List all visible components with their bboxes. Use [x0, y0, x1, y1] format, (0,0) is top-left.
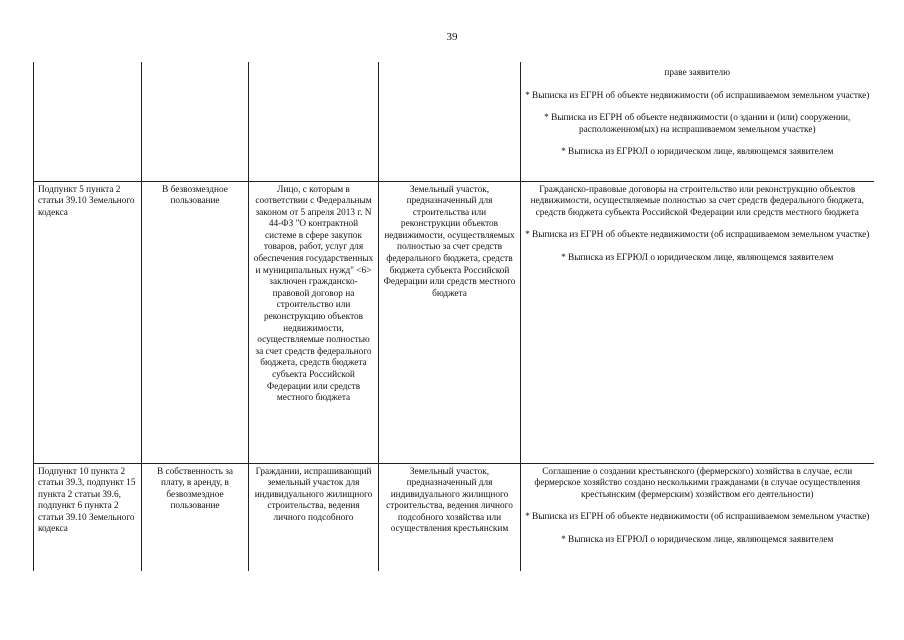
document-item: * Выписка из ЕГРН об объекте недвижимости (об испрашиваемом земельном участке)	[525, 230, 870, 241]
applicant-cell: Лицо, с которым в соответствии с Федеральным законом от 5 апреля 2013 г. N 44-ФЗ "О контрактной системе в сфере закупок товаров, работ, услуг для обеспечения государственных и муниципальных нужд" <6> заключен гражданско-правовой договор на строительство или реконструкцию объектов недвижимости, осуществляемые полностью за счет средств федерального бюджета, средств бюджета субъекта Российской Федерации или средств местного бюджета	[249, 181, 379, 463]
document-item: Гражданско-правовые договоры на строительство или реконструкцию объектов недвижимости, осуществляемые полностью за счет средств федерального бюджета, средств бюджета субъекта Российской Федерации или средств местного бюджета	[530, 184, 864, 218]
document-item: * Выписка из ЕГРЮЛ о юридическом лице, являющемся заявителем	[561, 147, 834, 158]
basis-cell	[34, 62, 142, 181]
page-number: 39	[446, 31, 458, 43]
right-type-cell: В безвозмездное пользование	[142, 181, 249, 463]
applicant-cell	[249, 62, 379, 181]
table-row	[34, 181, 874, 463]
document-item: Соглашение о создании крестьянского (фермерского) хозяйства в случае, если фермерское хозяйство создано несколькими гражданами (в случае осуществления крестьянским (фермерским) хозяйством его деятельности)	[534, 466, 861, 500]
documents-table	[33, 62, 874, 571]
right-type-cell: В собственность за плату, в аренду, в безвозмездное пользование	[142, 463, 249, 571]
applicant-cell: Граждании, испрашивающий земельный участок для индивидуального жилищного строительства, ведения личного подсобного	[249, 463, 379, 571]
land-plot-cell: Земельный участок, предназначенный для индивидуального жилищного строительства, ведения личного подсобного хозяйства или осуществления крестьянским	[379, 463, 521, 571]
documents-cell	[521, 181, 874, 463]
basis-cell: Подпункт 10 пункта 2 статьи 39.3, подпункт 15 пункта 2 статьи 39.6, подпункт 6 пункта 2 статьи 39.10 Земельного кодекса	[34, 463, 142, 571]
land-plot-cell	[379, 62, 521, 181]
document-item: праве заявителю	[664, 68, 731, 78]
document-item: * Выписка из ЕГРЮЛ о юридическом лице, являющемся заявителем	[561, 534, 834, 545]
basis-cell: Подпункт 5 пункта 2 статьи 39.10 Земельного кодекса	[34, 181, 142, 463]
document-item: * Выписка из ЕГРН об объекте недвижимости (об испрашиваемом земельном участке)	[525, 512, 870, 523]
document-item: * Выписка из ЕГРН об объекте недвижимости (о здании и (или) сооружении, расположенном(ых) на испрашиваемом земельном участке)	[544, 113, 851, 135]
document-item: * Выписка из ЕГРЮЛ о юридическом лице, являющемся заявителем	[561, 252, 834, 263]
table-row	[34, 463, 874, 571]
table-row	[34, 62, 874, 181]
right-type-cell	[142, 62, 249, 181]
land-plot-cell: Земельный участок, предназначенный для строительства или реконструкции объектов недвижимости, осуществляемых полностью за счет средств федерального бюджета, средств бюджета субъекта Российской Федерации или средств местного бюджета	[379, 181, 521, 463]
documents-cell	[521, 62, 874, 181]
documents-cell	[521, 463, 874, 571]
document-item: * Выписка из ЕГРН об объекте недвижимости (об испрашиваемом земельном участке)	[525, 90, 870, 101]
